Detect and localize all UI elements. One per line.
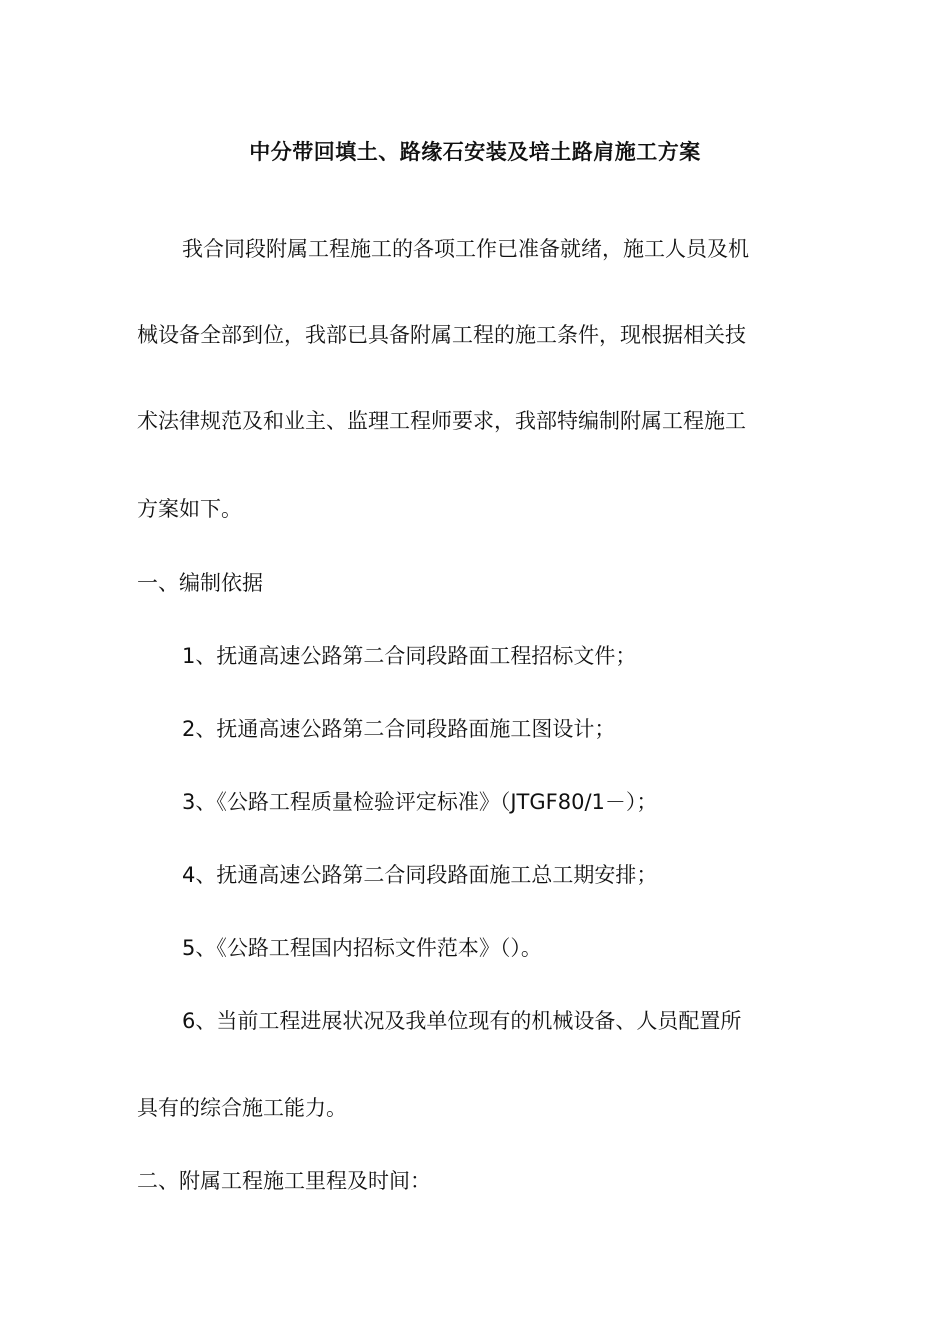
intro-line-1: 我合同段附属工程施工的各项工作已准备就绪，施工人员及机: [182, 237, 749, 261]
basis-item-1: 1、抚通高速公路第二合同段路面工程招标文件；: [182, 644, 637, 668]
basis-item-5: 5、《公路工程国内招标文件范本》（）。: [182, 936, 542, 960]
intro-line-4: 方案如下。: [137, 497, 242, 521]
intro-line-2: 械设备全部到位，我部已具备附属工程的施工条件，现根据相关技: [137, 323, 746, 347]
basis-item-3: 3、《公路工程质量检验评定标准》（JTGF80/1－）；: [182, 790, 658, 814]
section-heading-schedule: 二、附属工程施工里程及时间：: [137, 1169, 431, 1193]
basis-item-4: 4、抚通高速公路第二合同段路面施工总工期安排；: [182, 863, 658, 887]
document-title: 中分带回填土、路缘石安装及培土路肩施工方案: [249, 140, 701, 164]
basis-item-2: 2、抚通高速公路第二合同段路面施工图设计；: [182, 717, 616, 741]
basis-item-6-continuation: 具有的综合施工能力。: [137, 1096, 347, 1120]
section-heading-basis: 一、编制依据: [137, 571, 263, 595]
intro-line-3: 术法律规范及和业主、监理工程师要求，我部特编制附属工程施工: [137, 409, 746, 433]
basis-item-6: 6、当前工程进展状况及我单位现有的机械设备、人员配置所: [182, 1009, 742, 1033]
